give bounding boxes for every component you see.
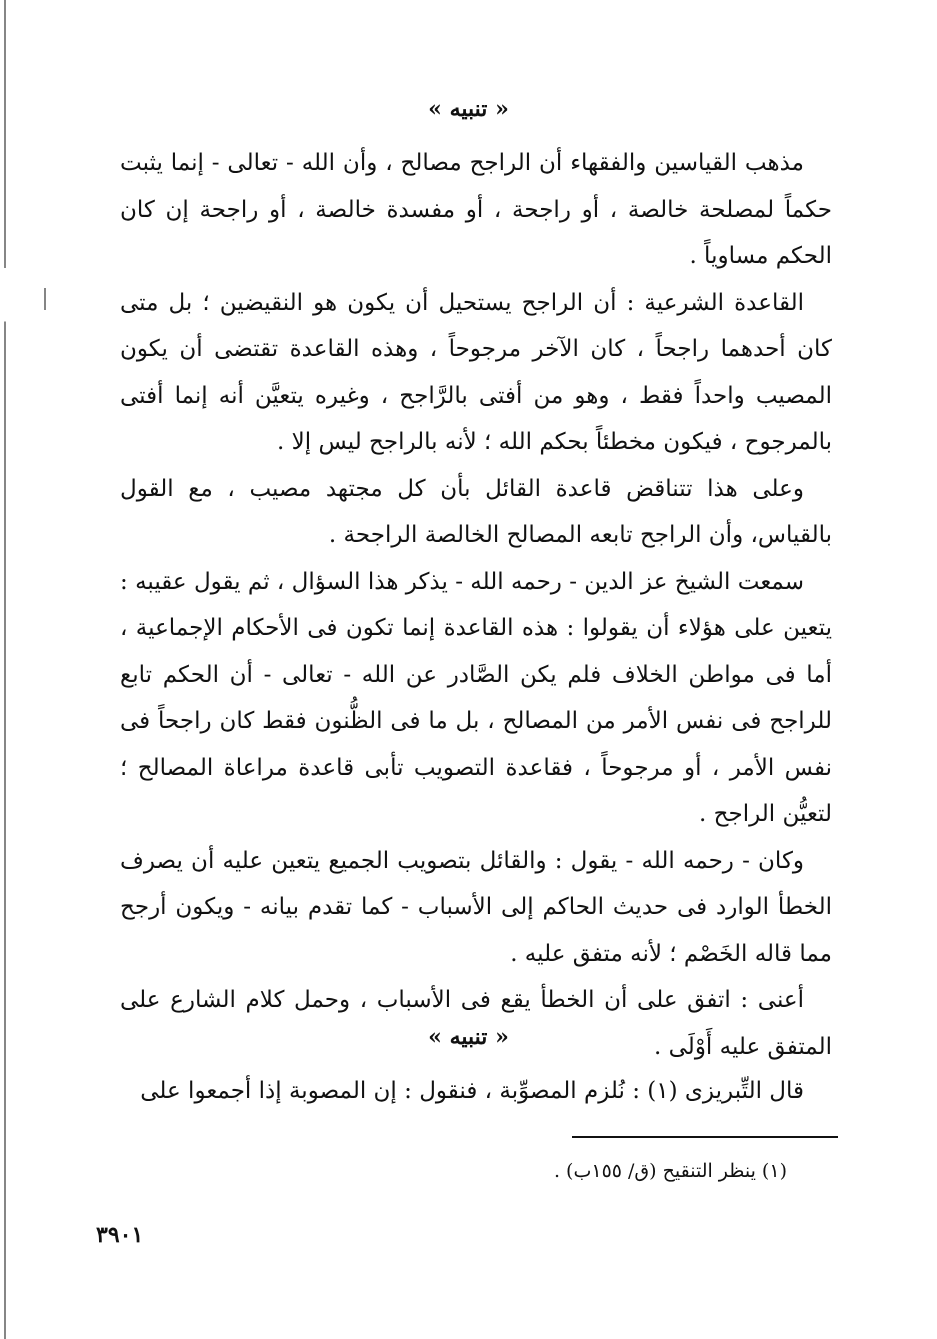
section-heading-1: « تنبيه » xyxy=(428,96,509,122)
section-heading-2: « تنبيه » xyxy=(428,1024,509,1050)
footnote-separator xyxy=(572,1136,838,1138)
scan-mark xyxy=(44,288,46,310)
paragraph: أعنى : اتفق على أن الخطأ يقع فى الأسباب ، وحمل كلام الشارع على المتفق عليه أَوْلَى . xyxy=(120,987,832,1060)
paragraph: قال التِّبريزى (١) : نُلزم المصوِّبة ، فنقول : إن المصوبة إذا أجمعوا على xyxy=(140,1078,804,1104)
footnote: (١) ينظر التنقيح (ق/ ١٥٥ب) . xyxy=(553,1160,787,1182)
paragraph: وكان - رحمه الله - يقول : والقائل بتصويب الجميع يتعين عليه أن يصرف الخطأ الوارد فى حديث الحاكم إلى الأسباب - كما تقدم بيانه - ويكون أرجح مما قاله الخَصْم ؛ لأنه متفق عليه . xyxy=(120,847,832,967)
body-text-1 xyxy=(120,140,832,1070)
body-text-2 xyxy=(120,1068,832,1115)
paragraph: مذهب القياسين والفقهاء أن الراجح مصالح ، وأن الله - تعالى - إنما يثبت حكماً لمصلحة خالصة ، أو راجحة ، أو مفسدة خالصة ، أو راجحة إن كان الحكم مساوياً . xyxy=(120,150,832,269)
page-number: ٣٩٠١ xyxy=(96,1222,144,1248)
paragraph: القاعدة الشرعية : أن الراجح يستحيل أن يكون هو النقيضين ؛ بل متى كان أحدهما راجحاً ، كان الآخر مرجوحاً ، وهذه القاعدة تقتضى أن يكون المصيب واحداً فقط ، وهو من أفتى بالرَّاجح ، وغيره يتعيَّن أنه إنما أفتى بالمرجوح ، فيكون مخطئاً بحكم الله ؛ لأنه بالراجح ليس إلا . xyxy=(120,289,832,455)
paragraph: سمعت الشيخ عز الدين - رحمه الله - يذكر هذا السؤال ، ثم يقول عقيبه : يتعين على هؤلاء أن يقولوا : هذه القاعدة إنما تكون فى الأحكام الإجماعية ، أما فى مواطن الخلاف فلم يكن الصَّادر عن الله - تعالى - أن الحكم تابع للراجح فى نفس الأمر من المصالح ، بل ما فى الظُّنون فقط كان راجحاً فى نفس الأمر ، أو مرجوحاً ، فقاعدة التصويب تأبى قاعدة مراعاة المصالح ؛ لتعيُّن الراجح . xyxy=(120,568,832,827)
paragraph: وعلى هذا تتناقض قاعدة القائل بأن كل مجتهد مصيب ، مع القول بالقياس، وأن الراجح تابعه المصالح الخالصة الراجحة . xyxy=(120,475,832,548)
scan-edge xyxy=(4,0,6,1339)
